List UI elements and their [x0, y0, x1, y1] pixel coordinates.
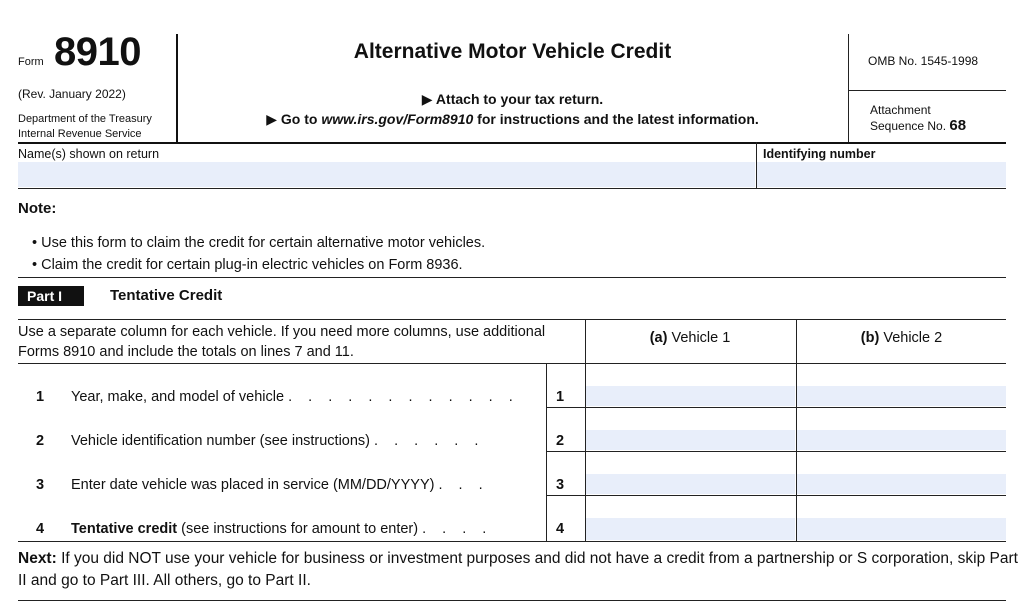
- identifying-number-label: Identifying number: [763, 147, 876, 161]
- line-description-text: Vehicle identification number (see instructions): [71, 433, 371, 449]
- line-1-vehicle-1-field[interactable]: [586, 386, 795, 406]
- line-box-number: 3: [556, 477, 565, 493]
- goto-prefix: ▶ Go to: [266, 111, 322, 127]
- header-divider-right: [848, 34, 849, 142]
- line-description: [71, 477, 489, 493]
- line-2-vehicle-2-field[interactable]: [797, 430, 1006, 450]
- attach-instruction: ▶ Attach to your tax return.: [421, 91, 604, 107]
- line-box-number: 1: [556, 389, 565, 405]
- line-description: [71, 389, 519, 405]
- sequence-row: [870, 118, 966, 134]
- line-3-vehicle-1-field[interactable]: [586, 474, 795, 494]
- line-box-number: 4: [556, 521, 565, 537]
- line-2-vehicle-1-field[interactable]: [586, 430, 795, 450]
- identifying-number-field[interactable]: [757, 162, 1006, 187]
- leader-dots: . . .: [438, 477, 489, 493]
- note-bullet: • Claim the credit for certain plug-in electric vehicles on Form 8936.: [32, 257, 463, 273]
- line-description: [71, 433, 484, 449]
- name-field[interactable]: [18, 162, 755, 187]
- line-number: 1: [36, 389, 45, 405]
- goto-instruction: [180, 111, 845, 128]
- line-2-rule: [546, 451, 1006, 452]
- name-id-divider: [756, 142, 757, 188]
- column-b-letter: (b): [860, 330, 880, 346]
- line-number: 2: [36, 433, 45, 449]
- department: [18, 112, 152, 142]
- column-header-bottom-rule: [18, 363, 1006, 364]
- leader-dots: . . . . . . . . . . . .: [288, 389, 519, 405]
- line-box-number: 2: [556, 433, 565, 449]
- line-4-vehicle-1-field[interactable]: [586, 518, 795, 540]
- column-a-letter: (a): [649, 330, 668, 346]
- omb-number: OMB No. 1545-1998: [868, 54, 979, 68]
- line-description-text: Year, make, and model of vehicle: [71, 389, 285, 405]
- line-1-rule: [546, 407, 1006, 408]
- omb-divider: [848, 90, 1006, 91]
- attachment-label: Attachment: [870, 103, 931, 117]
- part1-top-rule: [18, 277, 1006, 278]
- next-text: If you did NOT use your vehicle for business or investment purposes and did not have a credit from a partnership or S corporation, skip Part II and go to Part III. All others, go to Part II.: [18, 550, 1018, 589]
- sequence-label: Sequence No.: [870, 119, 947, 133]
- note-bullet: • Use this form to claim the credit for certain alternative motor vehicles.: [32, 235, 486, 251]
- column-b-label: Vehicle 2: [879, 330, 943, 346]
- part1-instructions: Use a separate column for each vehicle. If you need more columns, use additional Forms 8910 and include the totals on lines 7 and 11.: [18, 324, 546, 360]
- note-title: Note:: [18, 200, 57, 217]
- goto-suffix: for instructions and the latest information.: [473, 111, 759, 127]
- attachment-sequence: [870, 103, 966, 134]
- part1-bottom-rule: [18, 541, 1006, 542]
- sequence-number: 68: [949, 117, 967, 134]
- next-instruction: [18, 548, 1018, 592]
- next-label: Next:: [18, 550, 57, 567]
- line-1-vehicle-2-field[interactable]: [797, 386, 1006, 406]
- column-a-header: [585, 330, 795, 346]
- page-bottom-rule: [18, 600, 1006, 601]
- irs-url-link[interactable]: www.irs.gov/Form8910: [321, 111, 474, 127]
- form-number: 8910: [54, 30, 141, 74]
- form-title: Alternative Motor Vehicle Credit: [353, 40, 672, 63]
- leader-dots: . . . .: [422, 521, 493, 537]
- line-number: 3: [36, 477, 45, 493]
- column-a-label: Vehicle 1: [667, 330, 731, 346]
- part1-header-rule: [18, 319, 1006, 320]
- header-bottom-rule: [18, 142, 1006, 144]
- department-line-2: Internal Revenue Service: [18, 128, 142, 140]
- line-description-text: (see instructions for amount to enter): [177, 521, 419, 537]
- line-description-text: Enter date vehicle was placed in service (MM/DD/YYYY): [71, 477, 435, 493]
- name-label: Name(s) shown on return: [18, 147, 160, 161]
- line-3-rule: [546, 495, 1006, 496]
- line-3-vehicle-2-field[interactable]: [797, 474, 1006, 494]
- line-description: [71, 521, 492, 537]
- line-number: 4: [36, 521, 45, 537]
- column-b-header: [797, 330, 1006, 346]
- header-divider-left: [176, 34, 178, 142]
- line-description-bold: Tentative credit: [71, 521, 178, 537]
- part-title: Tentative Credit: [110, 287, 223, 304]
- name-row-rule: [18, 188, 1006, 189]
- form-label: Form: [18, 56, 44, 68]
- part-badge: Part I: [18, 286, 84, 306]
- department-line-1: Department of the Treasury: [18, 113, 152, 125]
- leader-dots: . . . . . .: [374, 433, 485, 449]
- line-4-vehicle-2-field[interactable]: [797, 518, 1006, 540]
- line-number-column-rule: [546, 364, 547, 541]
- revision-date: (Rev. January 2022): [18, 87, 126, 101]
